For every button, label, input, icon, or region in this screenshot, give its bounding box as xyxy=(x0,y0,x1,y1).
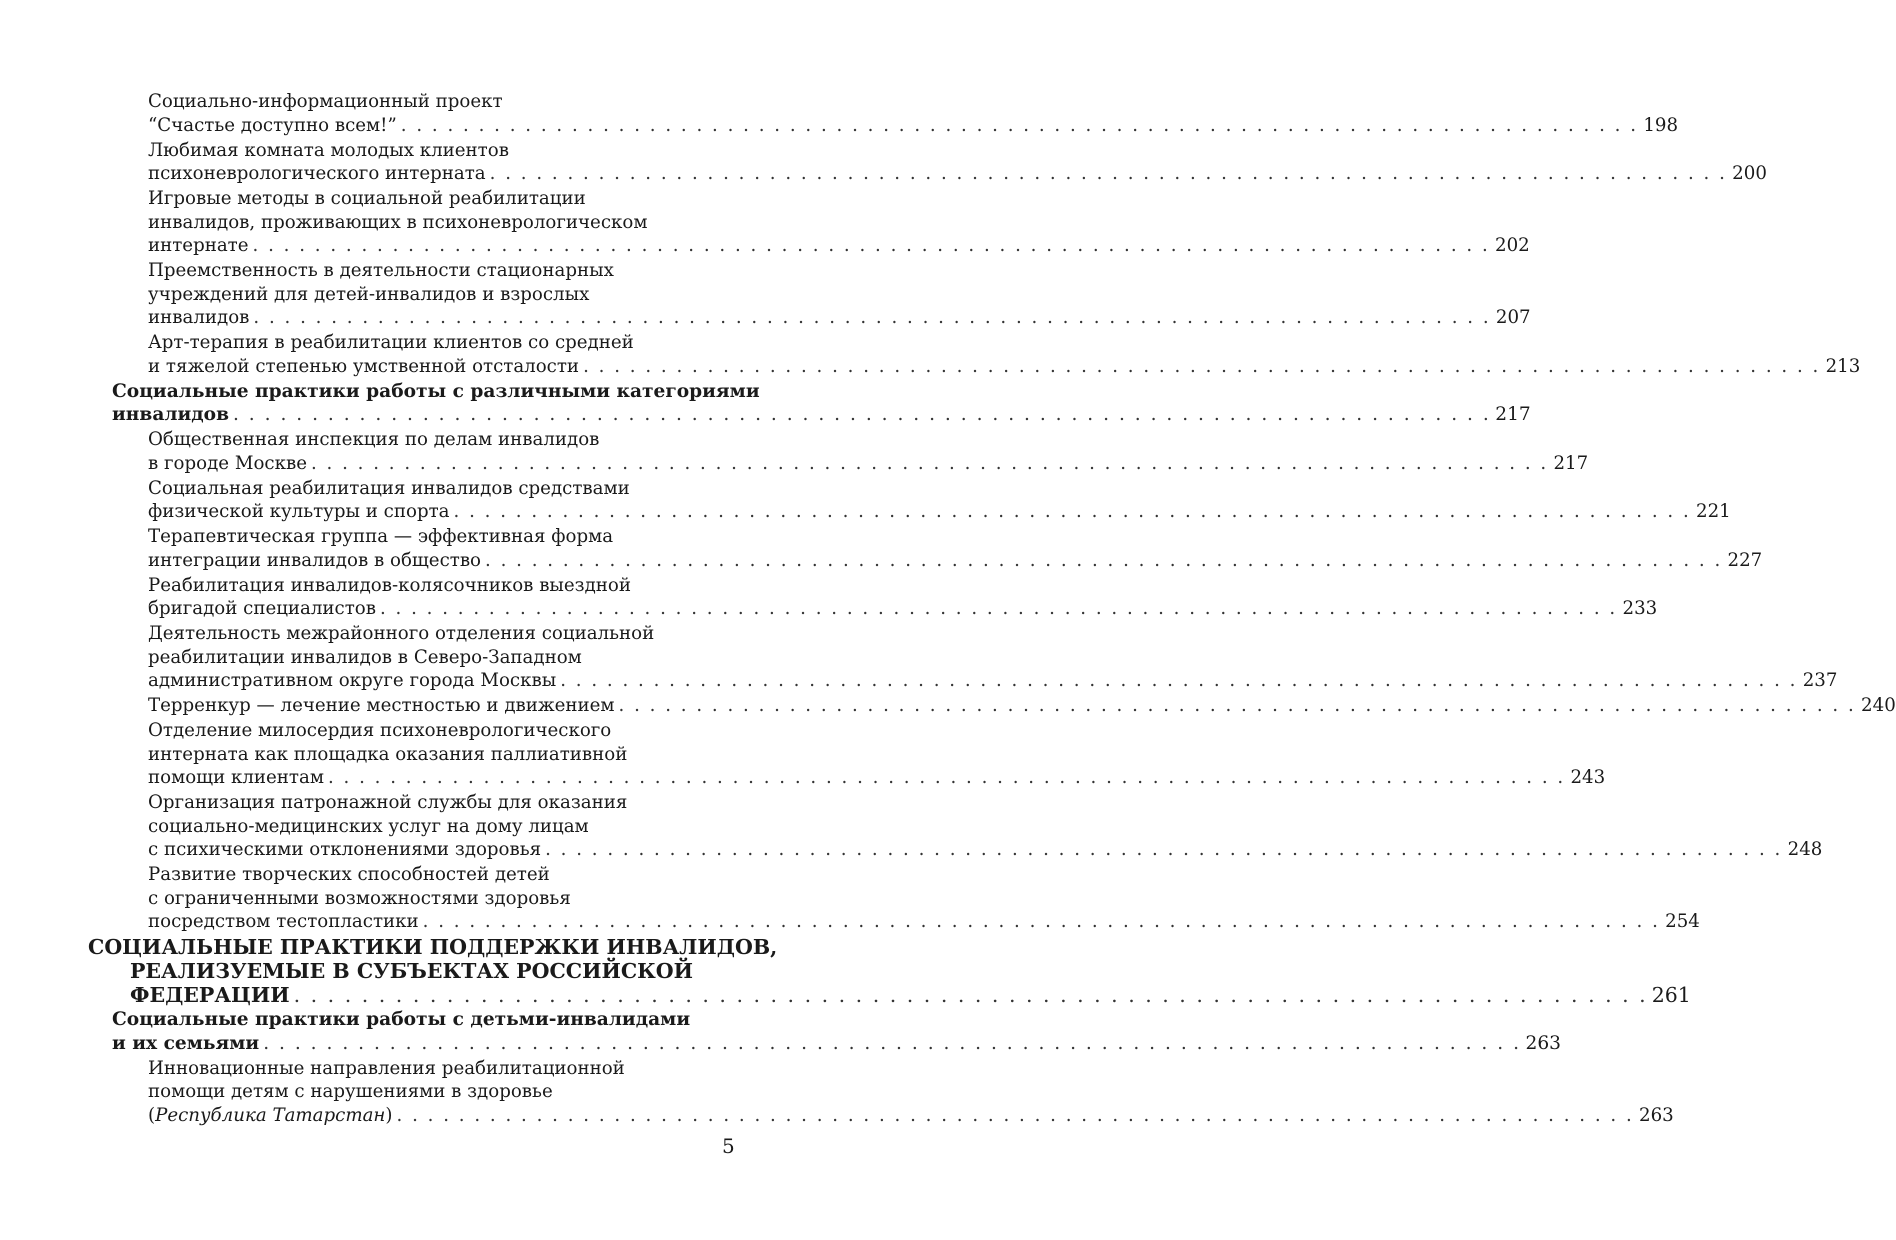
toc-entry[interactable] xyxy=(0,187,1530,258)
toc-entry-title-line: инвалидов, проживающих в психоневрологическом xyxy=(148,211,648,233)
toc-entry-title-last-line: интеграции инвалидов в общество xyxy=(148,549,482,571)
dot-leader: . . . . . . . . . . . . . . . . . . . . . . . . . . . . . . . . . . . . . . . . . . . . . . . . . . . . . . . . . . . . . . . . . . . . . . . . . . . . . . . . xyxy=(252,235,1490,256)
toc-entry-title-line: помощи детям с нарушениями в здоровье xyxy=(148,1081,553,1102)
dot-leader: . . . . . . . . . . . . . . . . . . . . . . . . . . . . . . . . . . . . . . . . . . . . . . . . . . . . . . . . . . . . . . . . . . . . . . . . . . . . . . . . xyxy=(422,911,1660,932)
toc-page-number: 261 xyxy=(1651,983,1691,1007)
toc-entry-title-line: с ограниченными возможностями здоровья xyxy=(148,887,571,909)
toc-page-number: 217 xyxy=(1495,404,1531,425)
dot-leader: . . . . . . . . . . . . . . . . . . . . . . . . . . . . . . . . . . . . . . . . . . . . . . . . . . . . . . . . . . . . . . . . . . . . . . . . . . . . . . . . xyxy=(327,767,1566,788)
toc-entry[interactable] xyxy=(0,259,1531,330)
toc-entry-title-line: РЕАЛИЗУЕМЫЕ В СУБЪЕКТАХ РОССИЙСКОЙ xyxy=(130,959,694,983)
toc-entry-title-line: Организация патронажной службы для оказания xyxy=(148,792,628,813)
region-name: Республика Татарстан xyxy=(155,1104,386,1126)
toc-entry-title-line: Любимая комната молодых клиентов xyxy=(148,139,509,161)
dot-leader: . . . . . . . . . . . . . . . . . . . . . . . . . . . . . . . . . . . . . . . . . . . . . . . . . . . . . . . . . . . . . . . . . . . . . . . . . . . . . . . . xyxy=(489,163,1727,184)
toc-entry[interactable] xyxy=(0,525,1763,572)
table-of-contents xyxy=(0,90,1896,1129)
toc-entry-title-line: Деятельность межрайонного отделения социальной xyxy=(148,623,655,644)
toc-entry-title-line: Социальная реабилитация инвалидов средствами xyxy=(148,477,630,499)
toc-entry-title-last-line: административном округе города Москвы xyxy=(148,670,557,691)
toc-entry-title-line: Игровые методы в социальной реабилитации xyxy=(148,188,586,209)
toc-entry-title-last-line: и их семьями xyxy=(112,1032,260,1054)
toc-entry-title-line: Социально-информационный проект xyxy=(148,91,503,112)
toc-entry[interactable] xyxy=(0,791,1823,862)
toc-entry-title-last-line xyxy=(148,1104,393,1128)
toc-entry-title-line: Социальные практики работы с детьми-инвалидами xyxy=(112,1009,691,1030)
toc-entry-title-line: СОЦИАЛЬНЫЕ ПРАКТИКИ ПОДДЕРЖКИ ИНВАЛИДОВ, xyxy=(88,935,778,959)
dot-leader: . . . . . . . . . . . . . . . . . . . . . . . . . . . . . . . . . . . . . . . . . . . . . . . . . . . . . . . . . . . . . . . . . . . . . . . . . . . . . . . . xyxy=(396,1104,1634,1126)
toc-page-number: 202 xyxy=(1495,235,1530,256)
toc-page-number: 233 xyxy=(1622,598,1658,619)
toc-entry-title-last-line: посредством тестопластики xyxy=(148,911,419,932)
toc-page-number: 227 xyxy=(1727,549,1763,571)
dot-leader: . . . . . . . . . . . . . . . . . . . . . . . . . . . . . . . . . . . . . . . . . . . . . . . . . . . . . . . . . . . . . . . . . . . . . . . . . . . . . . . . xyxy=(400,114,1639,136)
dot-leader: . . . . . . . . . . . . . . . . . . . . . . . . . . . . . . . . . . . . . . . . . . . . . . . . . . . . . . . . . . . . . . . . . . . . . . . . . . . . . . . . xyxy=(379,598,1618,619)
toc-page-number: 243 xyxy=(1570,767,1606,788)
toc-entry-title-last-line: Терренкур — лечение местностью и движением xyxy=(148,695,615,716)
toc-page-number: 237 xyxy=(1802,670,1838,691)
toc-page-number: 221 xyxy=(1696,501,1731,522)
toc-entry-title-last-line: бригадой специалистов xyxy=(148,598,376,619)
toc-entry-title-line: Терапевтическая группа — эффективная форма xyxy=(148,526,614,547)
dot-leader: . . . . . . . . . . . . . . . . . . . . . . . . . . . . . . . . . . . . . . . . . . . . . . . . . . . . . . . . . . . . . . . . . . . . . . . . . . . . . . . . xyxy=(293,983,1648,1007)
toc-entry-title-last-line: с психическими отклонениями здоровья xyxy=(148,839,542,860)
toc-entry-title-line: реабилитации инвалидов в Северо-Западном xyxy=(148,646,582,668)
toc-entry[interactable] xyxy=(0,622,1838,693)
parenthesis: ( xyxy=(148,1104,156,1126)
toc-page-number: 207 xyxy=(1495,307,1531,328)
toc-entry-title-line: Реабилитация инвалидов-колясочников выездной xyxy=(148,574,631,596)
toc-page-number: 254 xyxy=(1665,911,1700,932)
toc-entry-title-last-line: в городе Москве xyxy=(148,452,307,474)
toc-entry-title-line: интерната как площадка оказания паллиативной xyxy=(148,743,628,765)
toc-entry[interactable] xyxy=(0,477,1731,524)
toc-entry[interactable] xyxy=(0,380,1531,427)
dot-leader: . . . . . . . . . . . . . . . . . . . . . . . . . . . . . . . . . . . . . . . . . . . . . . . . . . . . . . . . . . . . . . . . . . . . . . . . . . . . . . . . xyxy=(310,452,1549,474)
toc-entry-title-last-line: интернате xyxy=(148,235,249,256)
toc-entry[interactable] xyxy=(0,574,1658,621)
toc-entry-title-line: Развитие творческих способностей детей xyxy=(148,864,550,885)
toc-entry[interactable] xyxy=(0,90,1679,137)
dot-leader: . . . . . . . . . . . . . . . . . . . . . . . . . . . . . . . . . . . . . . . . . . . . . . . . . . . . . . . . . . . . . . . . . . . . . . . . . . . . . . . . xyxy=(263,1032,1521,1054)
toc-entry[interactable] xyxy=(0,1057,1674,1128)
dot-leader: . . . . . . . . . . . . . . . . . . . . . . . . . . . . . . . . . . . . . . . . . . . . . . . . . . . . . . . . . . . . . . . . . . . . . . . . . . . . . . . . xyxy=(485,549,1723,571)
dot-leader: . . . . . . . . . . . . . . . . . . . . . . . . . . . . . . . . . . . . . . . . . . . . . . . . . . . . . . . . . . . . . . . . . . . . . . . . . . . . . . . . xyxy=(545,839,1783,860)
dot-leader: . . . . . . . . . . . . . . . . . . . . . . . . . . . . . . . . . . . . . . . . . . . . . . . . . . . . . . . . . . . . . . . . . . . . . . . . . . . . . . . . xyxy=(560,670,1798,691)
toc-entry[interactable] xyxy=(0,331,1861,378)
toc-entry-title-last-line: и тяжелой степенью умственной отсталости xyxy=(148,355,580,377)
toc-entry-title-line: учреждений для детей-инвалидов и взрослых xyxy=(148,283,590,305)
toc-entry-title-line: Инновационные направления реабилитационной xyxy=(148,1057,625,1079)
toc-entry-title-last-line: инвалидов xyxy=(112,404,229,425)
toc-entry[interactable] xyxy=(0,719,1606,790)
toc-entry-title-line: социально-медицинских услуг на дому лицам xyxy=(148,815,589,837)
dot-leader: . . . . . . . . . . . . . . . . . . . . . . . . . . . . . . . . . . . . . . . . . . . . . . . . . . . . . . . . . . . . . . . . . . . . . . . . . . . . . . . . xyxy=(253,307,1491,328)
toc-entry-title-last-line: “Счастье доступно всем!” xyxy=(148,114,397,136)
dot-leader: . . . . . . . . . . . . . . . . . . . . . . . . . . . . . . . . . . . . . . . . . . . . . . . . . . . . . . . . . . . . . . . . . . . . . . . . . . . . . . . . xyxy=(232,404,1491,425)
toc-page-number: 200 xyxy=(1732,163,1767,184)
toc-page-number: 248 xyxy=(1787,839,1823,860)
toc-entry-title-last-line: психоневрологического интерната xyxy=(148,163,486,184)
toc-entry[interactable] xyxy=(0,935,1691,1007)
parenthesis: ) xyxy=(385,1104,393,1126)
toc-page-number: 263 xyxy=(1639,1104,1674,1126)
toc-entry[interactable] xyxy=(0,863,1700,934)
dot-leader: . . . . . . . . . . . . . . . . . . . . . . . . . . . . . . . . . . . . . . . . . . . . . . . . . . . . . . . . . . . . . . . . . . . . . . . . . . . . . . . . xyxy=(618,695,1856,716)
toc-page-number: 213 xyxy=(1825,355,1861,377)
toc-entry-title-last-line: ФЕДЕРАЦИИ xyxy=(130,983,290,1007)
toc-entry[interactable] xyxy=(0,139,1767,186)
toc-entry-title-last-line: помощи клиентам xyxy=(148,767,324,788)
toc-page-number: 198 xyxy=(1643,114,1679,136)
toc-entry[interactable] xyxy=(0,428,1589,475)
dot-leader: . . . . . . . . . . . . . . . . . . . . . . . . . . . . . . . . . . . . . . . . . . . . . . . . . . . . . . . . . . . . . . . . . . . . . . . . . . . . . . . . xyxy=(583,355,1821,377)
toc-page-number: 263 xyxy=(1525,1032,1561,1054)
toc-page-number: 240 xyxy=(1861,695,1896,716)
toc-entry-title-last-line: физической культуры и спорта xyxy=(148,501,450,522)
toc-entry-title-line: Арт-терапия в реабилитации клиентов со средней xyxy=(148,332,634,353)
toc-entry-title-line: Преемственность в деятельности стационарных xyxy=(148,260,614,281)
toc-entry-title-line: Отделение милосердия психоневрологического xyxy=(148,720,612,741)
toc-entry-title-line: Общественная инспекция по делам инвалидов xyxy=(148,429,600,450)
toc-entry[interactable] xyxy=(0,694,1896,718)
toc-entry[interactable] xyxy=(0,1008,1561,1055)
toc-page-number: 217 xyxy=(1553,452,1589,474)
dot-leader: . . . . . . . . . . . . . . . . . . . . . . . . . . . . . . . . . . . . . . . . . . . . . . . . . . . . . . . . . . . . . . . . . . . . . . . . . . . . . . . . xyxy=(453,501,1691,522)
toc-entry-title-line: Социальные практики работы с различными категориями xyxy=(112,380,760,402)
page-number: 5 xyxy=(722,1134,735,1158)
toc-entry-title-last-line: инвалидов xyxy=(148,307,250,328)
